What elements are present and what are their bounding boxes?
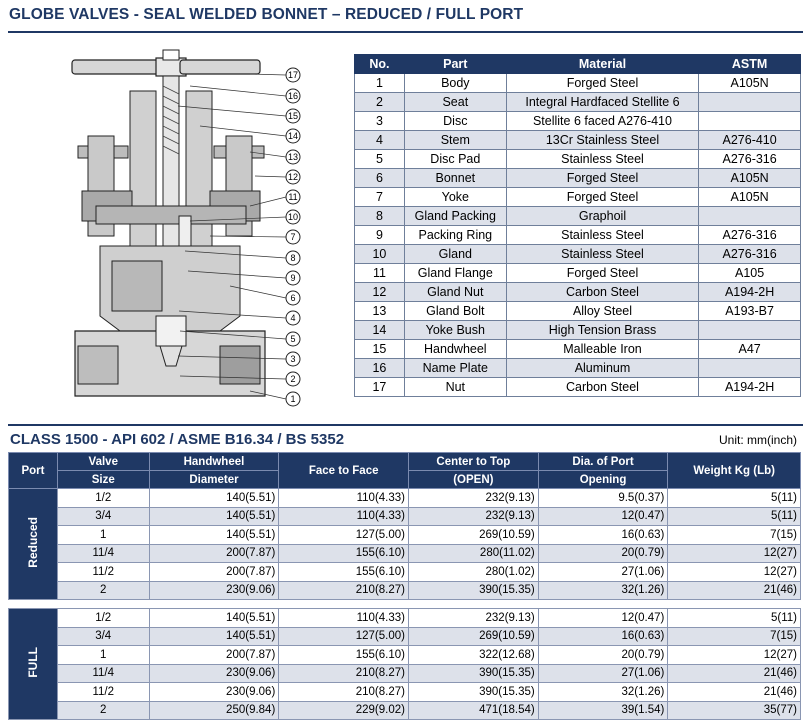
valve-size: 1: [57, 526, 149, 545]
part-name: Yoke Bush: [404, 321, 506, 340]
port-opening: 9.5(0.37): [538, 489, 668, 508]
spec-row: [9, 664, 801, 683]
valve-size: 1/2: [57, 609, 149, 628]
spec-row: [9, 701, 801, 720]
center-to-top: 232(9.13): [408, 609, 538, 628]
part-astm: A105: [699, 264, 801, 283]
part-no: 12: [355, 283, 405, 302]
part-astm: A105N: [699, 188, 801, 207]
part-row: [355, 321, 801, 340]
valve-size: 11/4: [57, 544, 149, 563]
center-to-top: 322(12.68): [408, 646, 538, 665]
part-astm: [699, 207, 801, 226]
full-port-cell-label: FULL: [25, 647, 40, 678]
valve-size: 1/2: [57, 489, 149, 508]
face-to-face: 229(9.02): [279, 701, 409, 720]
part-no: 11: [355, 264, 405, 283]
weight: 5(11): [668, 489, 801, 508]
handwheel-diameter: 250(9.84): [149, 701, 279, 720]
part-row: [355, 131, 801, 150]
port-opening: 20(0.79): [538, 544, 668, 563]
part-name: Packing Ring: [404, 226, 506, 245]
callout-7: 7: [290, 232, 296, 242]
center-to-top: 232(9.13): [409, 489, 539, 508]
face-to-face-header: Face to Face: [279, 453, 409, 489]
part-no: 1: [355, 74, 405, 93]
part-material: Forged Steel: [506, 74, 698, 93]
face-to-face: 155(6.10): [279, 563, 409, 582]
part-material: Graphoil: [506, 207, 698, 226]
part-no: 8: [355, 207, 405, 226]
part-material: Integral Hardfaced Stellite 6: [506, 93, 698, 112]
spec-row: [9, 526, 801, 545]
part-material: Forged Steel: [506, 188, 698, 207]
weight: 7(15): [668, 526, 801, 545]
callout-15: 15: [287, 111, 299, 121]
spec-table-full: [8, 608, 801, 720]
part-row: [355, 245, 801, 264]
weight: 35(77): [668, 701, 801, 720]
part-no: 4: [355, 131, 405, 150]
part-name: Stem: [404, 131, 506, 150]
part-row: [355, 188, 801, 207]
weight: 7(15): [668, 627, 801, 646]
valve-size: 2: [57, 701, 149, 720]
port-opening: 27(1.06): [538, 563, 668, 582]
part-no: 3: [355, 112, 405, 131]
part-row: [355, 74, 801, 93]
weight: 12(27): [668, 563, 801, 582]
callout-8: 8: [290, 253, 296, 263]
weight: 21(46): [668, 683, 801, 702]
callout-14: 14: [287, 131, 299, 141]
spec-row: [9, 581, 801, 600]
part-row: [355, 112, 801, 131]
face-to-face: 155(6.10): [279, 544, 409, 563]
diameter-header: Diameter: [149, 471, 279, 489]
spec-table: [8, 452, 801, 600]
part-no: 13: [355, 302, 405, 321]
spec-row: [9, 646, 801, 665]
port-header: Port: [9, 453, 58, 489]
part-astm: [699, 321, 801, 340]
handwheel-diameter: 200(7.87): [149, 646, 279, 665]
part-name: Gland: [404, 245, 506, 264]
center-to-top: 390(15.35): [409, 581, 539, 600]
callout-16: 16: [287, 91, 299, 101]
spec-title: CLASS 1500 - API 602 / ASME B16.34 / BS 5352: [10, 431, 345, 448]
callout-17: 17: [287, 70, 299, 80]
face-to-face: 110(4.33): [279, 609, 409, 628]
open-header: (OPEN): [409, 471, 539, 489]
part-no: 14: [355, 321, 405, 340]
handwheel-header: Handwheel: [149, 453, 279, 471]
callout-10: 10: [287, 212, 299, 222]
part-name: Handwheel: [404, 340, 506, 359]
callout-3: 3: [290, 354, 296, 364]
center-to-top-header: Center to Top: [409, 453, 539, 471]
unit-label: Unit: mm(inch): [718, 433, 797, 447]
weight: 5(11): [668, 609, 801, 628]
center-to-top: 471(18.54): [408, 701, 538, 720]
spec-row: [9, 563, 801, 582]
col-part-header: Part: [404, 55, 506, 74]
part-name: Nut: [404, 378, 506, 397]
part-material: Aluminum: [506, 359, 698, 378]
callout-12: 12: [287, 172, 299, 182]
part-astm: [699, 359, 801, 378]
part-astm: A47: [699, 340, 801, 359]
face-to-face: 110(4.33): [279, 507, 409, 526]
part-no: 16: [355, 359, 405, 378]
col-astm-header: ASTM: [699, 55, 801, 74]
valve-size: 3/4: [57, 507, 149, 526]
callout-11: 11: [288, 192, 298, 202]
spec-row: [9, 609, 801, 628]
part-name: Gland Packing: [404, 207, 506, 226]
center-to-top: 269(10.59): [408, 627, 538, 646]
handwheel-diameter: 140(5.51): [149, 526, 279, 545]
port-opening: 39(1.54): [538, 701, 668, 720]
spec-row: [9, 489, 801, 508]
port-opening: 32(1.26): [538, 683, 668, 702]
center-to-top: 269(10.59): [409, 526, 539, 545]
part-astm: A193-B7: [699, 302, 801, 321]
part-no: 7: [355, 188, 405, 207]
part-astm: A105N: [699, 169, 801, 188]
weight: 12(27): [668, 646, 801, 665]
center-to-top: 280(1.02): [409, 563, 539, 582]
reduced-port-cell: [9, 489, 58, 600]
full-port-cell: [9, 609, 58, 720]
callout-5: 5: [290, 334, 296, 344]
part-row: [355, 226, 801, 245]
part-no: 5: [355, 150, 405, 169]
handwheel-diameter: 140(5.51): [149, 627, 279, 646]
center-to-top: 232(9.13): [409, 507, 539, 526]
handwheel-diameter: 140(5.51): [149, 507, 279, 526]
part-name: Disc: [404, 112, 506, 131]
port-opening: 16(0.63): [538, 627, 668, 646]
part-name: Name Plate: [404, 359, 506, 378]
center-to-top: 390(15.35): [408, 683, 538, 702]
part-no: 17: [355, 378, 405, 397]
part-row: [355, 378, 801, 397]
section-rule: [8, 424, 803, 426]
handwheel-diameter: 230(9.06): [149, 664, 279, 683]
part-row: [355, 302, 801, 321]
face-to-face: 210(8.27): [279, 683, 409, 702]
valve-header: Valve: [57, 453, 149, 471]
callout-9: 9: [290, 273, 296, 283]
part-name: Bonnet: [404, 169, 506, 188]
valve-size: 1: [57, 646, 149, 665]
part-row: [355, 207, 801, 226]
handwheel-diameter: 140(5.51): [149, 609, 279, 628]
part-astm: [699, 112, 801, 131]
col-no-header: No.: [355, 55, 405, 74]
valve-size: 11/4: [57, 664, 149, 683]
part-astm: A276-410: [699, 131, 801, 150]
part-astm: A194-2H: [699, 283, 801, 302]
part-no: 2: [355, 93, 405, 112]
valve-size: 2: [57, 581, 149, 600]
part-material: High Tension Brass: [506, 321, 698, 340]
part-astm: [699, 93, 801, 112]
handwheel-diameter: 200(7.87): [149, 544, 279, 563]
weight: 5(11): [668, 507, 801, 526]
port-opening: 32(1.26): [538, 581, 668, 600]
handwheel-diameter: 140(5.51): [149, 489, 279, 508]
part-name: Gland Bolt: [404, 302, 506, 321]
part-material: Stainless Steel: [506, 245, 698, 264]
callout-2: 2: [290, 374, 296, 384]
face-to-face: 110(4.33): [279, 489, 409, 508]
part-no: 10: [355, 245, 405, 264]
part-name: Gland Flange: [404, 264, 506, 283]
part-material: Alloy Steel: [506, 302, 698, 321]
part-astm: A276-316: [699, 150, 801, 169]
weight: 21(46): [668, 581, 801, 600]
callout-13: 13: [287, 152, 299, 162]
spec-row: [9, 544, 801, 563]
part-row: [355, 283, 801, 302]
callout-1: 1: [290, 394, 296, 404]
part-row: [355, 264, 801, 283]
part-astm: A276-316: [699, 226, 801, 245]
handwheel-diameter: 230(9.06): [149, 683, 279, 702]
part-name: Seat: [404, 93, 506, 112]
part-material: Stainless Steel: [506, 150, 698, 169]
part-row: [355, 169, 801, 188]
part-material: Forged Steel: [506, 264, 698, 283]
part-astm: A276-316: [699, 245, 801, 264]
parts-table: [354, 54, 801, 397]
callout-4: 4: [290, 313, 296, 323]
part-row: [355, 359, 801, 378]
face-to-face: 127(5.00): [279, 627, 409, 646]
title-rule: [8, 31, 803, 33]
part-material: Stainless Steel: [506, 226, 698, 245]
part-name: Yoke: [404, 188, 506, 207]
valve-size: 11/2: [57, 563, 149, 582]
valve-size: 3/4: [57, 627, 149, 646]
part-name: Gland Nut: [404, 283, 506, 302]
opening-header: Opening: [538, 471, 668, 489]
part-no: 6: [355, 169, 405, 188]
face-to-face: 210(8.27): [279, 664, 409, 683]
port-opening: 12(0.47): [538, 609, 668, 628]
part-material: 13Cr Stainless Steel: [506, 131, 698, 150]
part-material: Carbon Steel: [506, 283, 698, 302]
part-material: Stellite 6 faced A276-410: [506, 112, 698, 131]
reduced-port-cell-label: Reduced: [25, 517, 40, 568]
callout-6: 6: [290, 293, 296, 303]
handwheel-diameter: 200(7.87): [149, 563, 279, 582]
part-no: 15: [355, 340, 405, 359]
valve-diagram: [60, 46, 330, 416]
part-material: Malleable Iron: [506, 340, 698, 359]
port-opening: 27(1.06): [538, 664, 668, 683]
part-material: Carbon Steel: [506, 378, 698, 397]
part-material: Forged Steel: [506, 169, 698, 188]
dia-port-header: Dia. of Port: [538, 453, 668, 471]
part-astm: A194-2H: [699, 378, 801, 397]
weight: 12(27): [668, 544, 801, 563]
spec-row: [9, 627, 801, 646]
part-row: [355, 150, 801, 169]
port-opening: 20(0.79): [538, 646, 668, 665]
part-row: [355, 93, 801, 112]
part-row: [355, 340, 801, 359]
weight-header: Weight Kg (Lb): [668, 453, 801, 489]
part-name: Body: [404, 74, 506, 93]
part-no: 9: [355, 226, 405, 245]
handwheel-diameter: 230(9.06): [149, 581, 279, 600]
col-material-header: Material: [506, 55, 698, 74]
face-to-face: 155(6.10): [279, 646, 409, 665]
weight: 21(46): [668, 664, 801, 683]
face-to-face: 127(5.00): [279, 526, 409, 545]
port-opening: 12(0.47): [538, 507, 668, 526]
page-title: GLOBE VALVES - SEAL WELDED BONNET – REDUCED / FULL PORT: [9, 6, 524, 23]
face-to-face: 210(8.27): [279, 581, 409, 600]
part-astm: A105N: [699, 74, 801, 93]
valve-size: 11/2: [57, 683, 149, 702]
center-to-top: 390(15.35): [408, 664, 538, 683]
port-opening: 16(0.63): [538, 526, 668, 545]
spec-row: [9, 507, 801, 526]
size-header: Size: [57, 471, 149, 489]
center-to-top: 280(11.02): [409, 544, 539, 563]
part-name: Disc Pad: [404, 150, 506, 169]
spec-row: [9, 683, 801, 702]
